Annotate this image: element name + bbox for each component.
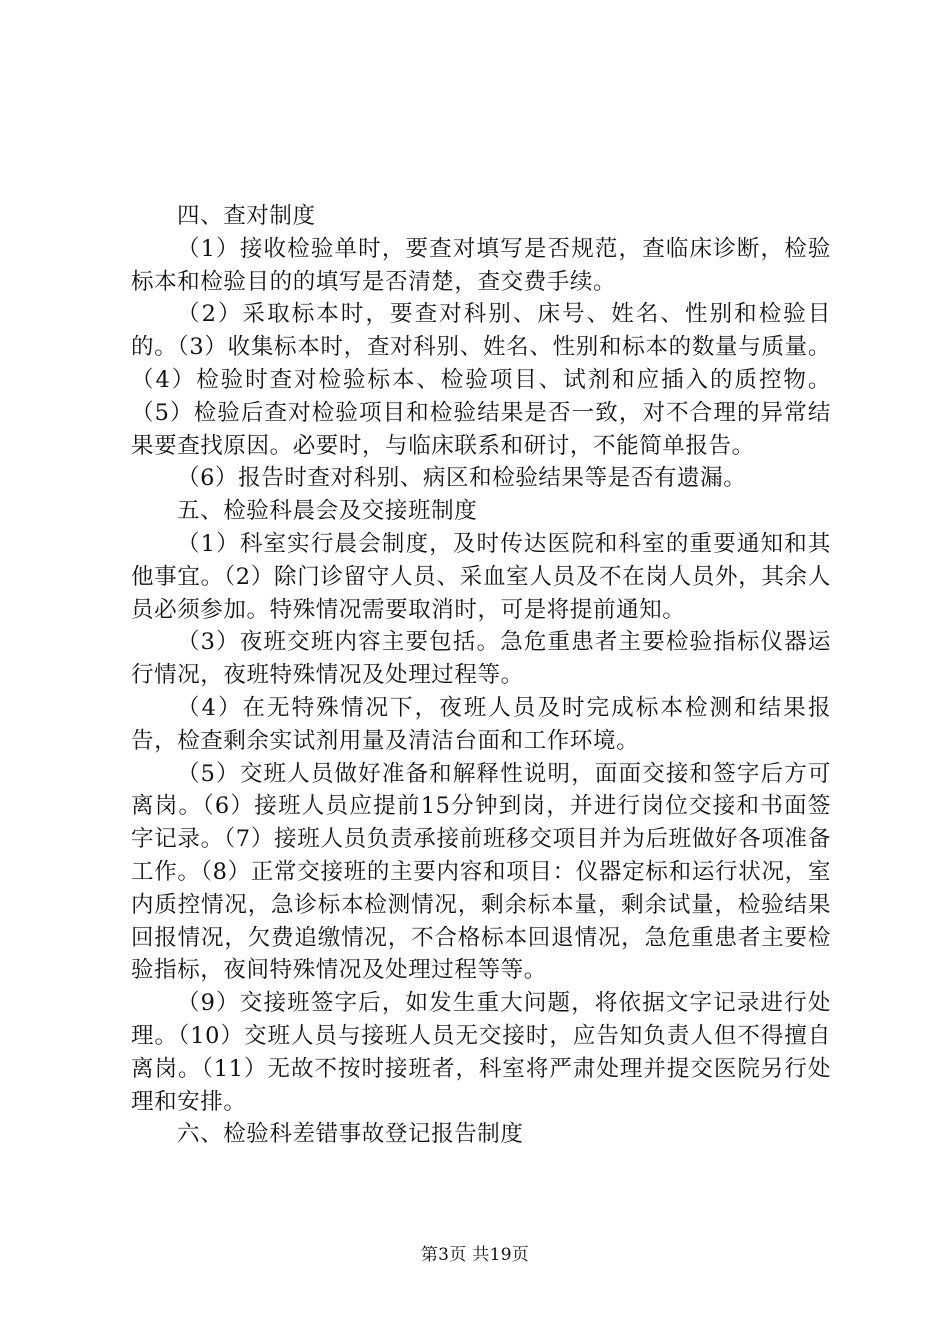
paragraph: （1）科室实行晨会制度，及时传达医院和科室的重要通知和其他事宜。（2）除门诊留守人员、采血室人员及不在岗人员外，其余人员必须参加。特殊情况需要取消时，可是将提前通知。: [131, 530, 831, 623]
section-heading-5: 五、检验科晨会及交接班制度: [177, 498, 478, 525]
section-heading-6: 六、检验科差错事故登记报告制度: [177, 1121, 524, 1148]
paragraph: （9）交接班签字后，如发生重大问题，将依据文字记录进行处理。（10）交班人员与接班人员无交接时，应告知负责人但不得擅自离岗。（11）无故不按时接班者，科室将严肃处理并提交医院另行处理和安排。: [131, 990, 831, 1115]
paragraph: （6）报告时查对科别、病区和检验结果等是否有遗漏。: [177, 465, 747, 492]
paragraph: （2）采取标本时，要查对科别、床号、姓名、性别和检验目的。（3）收集标本时，查对科别、姓名、性别和标本的数量与质量。（4）检验时查对检验标本、检验项目、试剂和应插入的质控物。（5）检验后查对检验项目和检验结果是否一致，对不合理的异常结果要查找原因。必要时，与临床联系和研讨，不能简单报告。: [131, 301, 831, 459]
document-body: [131, 200, 831, 1151]
section-heading-4: 四、查对制度: [177, 203, 316, 229]
page-number-footer: 第3页 共19页: [420, 1245, 530, 1265]
paragraph: （5）交班人员做好准备和解释性说明，面面交接和签字后方可离岗。（6）接班人员应提前15分钟到岗，并进行岗位交接和书面签字记录。（7）接班人员负责承接前班移交项目并为后班做好各项准备工作。（8）正常交接班的主要内容和项目：仪器定标和运行状况，室内质控情况，急诊标本检测情况，剩余标本量，剩余试量，检验结果回报情况，欠费追缴情况，不合格标本回退情况，急危重患者主要检验指标，夜间特殊情况及处理过程等等。: [131, 760, 831, 984]
paragraph: （4）在无特殊情况下，夜班人员及时完成标本检测和结果报告，检查剩余实试剂用量及清洁台面和工作环境。: [131, 694, 831, 754]
paragraph: （1）接收检验单时，要查对填写是否规范，查临床诊断，检验标本和检验目的的填写是否清楚，查交费手续。: [131, 235, 831, 295]
paragraph: （3）夜班交班内容主要包括。急危重患者主要检验指标仪器运行情况，夜班特殊情况及处理过程等。: [131, 629, 831, 689]
